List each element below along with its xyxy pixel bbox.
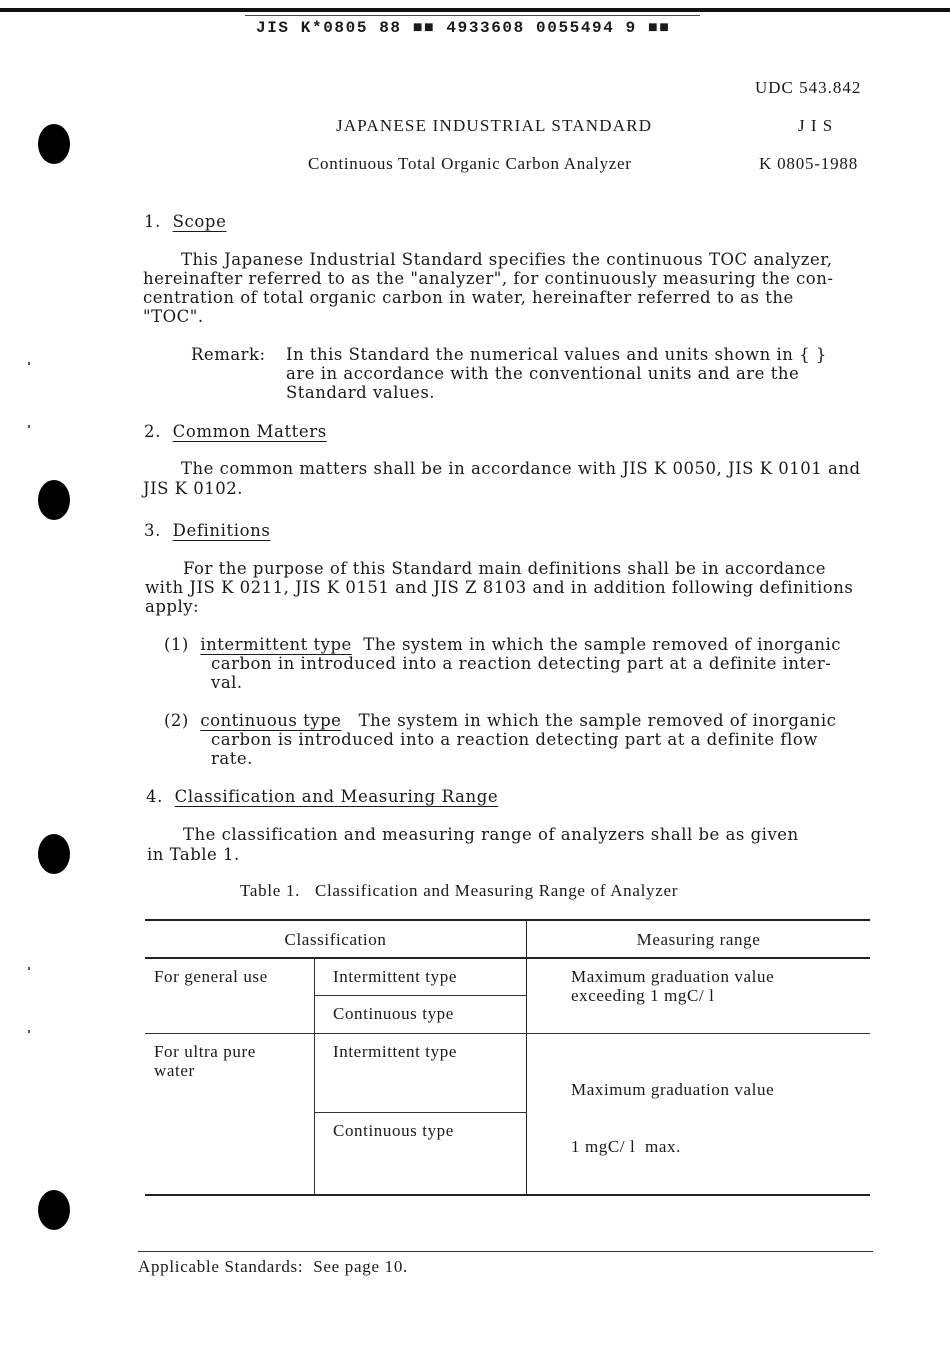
classification-table: [145, 919, 870, 1196]
table-row: [145, 958, 870, 995]
applicable-standards-note: Applicable Standards: See page 10.: [138, 1257, 408, 1276]
paragraph-line: JIS K 0102.: [143, 479, 243, 498]
definition-item: [164, 635, 841, 654]
item-number: (2): [164, 711, 189, 730]
section-title: Scope: [172, 212, 227, 231]
definition-text: The system in which the sample removed of inorganic: [358, 711, 837, 730]
header-classification: Classification: [145, 920, 527, 958]
header-rule: [245, 15, 700, 16]
scan-speck: [28, 1030, 30, 1033]
document-title: Continuous Total Organic Carbon Analyzer: [308, 154, 632, 173]
range-line: 1 mgC/ l max.: [571, 1136, 681, 1156]
section-title: Classification and Measuring Range: [174, 787, 499, 806]
use-line: water: [154, 1060, 195, 1080]
section-common-heading: [144, 422, 327, 441]
section-number: 4.: [146, 787, 163, 806]
range-line: Maximum graduation value: [571, 1079, 775, 1099]
section-scope-heading: [144, 212, 226, 231]
paragraph-line: The common matters shall be in accordance with JIS K 0050, JIS K 0101 and: [181, 459, 861, 478]
paragraph-line: "TOC".: [143, 307, 204, 326]
section-title: Common Matters: [172, 422, 327, 441]
paragraph-line: centration of total organic carbon in water, hereinafter referred to as the: [143, 288, 794, 307]
paragraph-line: in Table 1.: [147, 845, 240, 864]
standard-number: K 0805-1988: [759, 154, 858, 173]
use-cell: [145, 1033, 315, 1195]
range-line: Maximum graduation value: [571, 967, 775, 986]
standard-type: JAPANESE INDUSTRIAL STANDARD: [336, 116, 653, 135]
scan-speck: [28, 967, 30, 970]
type-cell: Continuous type: [315, 1113, 527, 1195]
paragraph-line: For the purpose of this Standard main definitions shall be in accordance: [183, 559, 827, 578]
section-number: 3.: [144, 521, 161, 540]
section-number: 1.: [144, 212, 161, 231]
paragraph-line: This Japanese Industrial Standard specifies the continuous TOC analyzer,: [181, 250, 833, 269]
definition-item: [164, 711, 836, 730]
document-code-line: JIS K*0805 88 ■■ 4933608 0055494 9 ■■: [256, 19, 671, 37]
use-line: For ultra pure: [154, 1041, 256, 1061]
header-measuring-range: Measuring range: [636, 930, 761, 949]
definition-line: val.: [211, 673, 243, 692]
jis-label: J I S: [798, 116, 834, 135]
punch-hole: [38, 834, 70, 874]
section-number: 2.: [144, 422, 161, 441]
punch-hole: [38, 124, 70, 164]
remark-line: In this Standard the numerical values and units shown in { }: [286, 345, 827, 364]
definition-line: carbon in introduced into a reaction detecting part at a definite inter-: [211, 654, 832, 673]
type-cell: Intermittent type: [315, 958, 527, 995]
paragraph-line: hereinafter referred to as the "analyzer", for continuously measuring the con-: [143, 269, 834, 288]
range-cell: [527, 958, 871, 1033]
scan-speck: [28, 425, 30, 428]
table-row: [145, 1033, 870, 1113]
item-number: (1): [164, 635, 189, 654]
type-cell: Intermittent type: [315, 1033, 527, 1113]
section-title: Definitions: [172, 521, 271, 540]
scan-top-border: [0, 8, 950, 12]
remark-label: Remark:: [191, 345, 266, 364]
use-cell: For general use: [145, 958, 315, 1033]
punch-hole: [38, 1190, 70, 1230]
type-cell: Continuous type: [315, 995, 527, 1033]
definition-line: rate.: [211, 749, 253, 768]
punch-hole: [38, 480, 70, 520]
paragraph-line: with JIS K 0211, JIS K 0151 and JIS Z 8103 and in addition following definitions: [145, 578, 854, 597]
remark-line: are in accordance with the conventional units and are the: [286, 364, 800, 383]
definition-term: intermittent type: [200, 635, 352, 654]
scan-speck: [28, 362, 30, 365]
range-line: exceeding 1 mgC/ l: [571, 986, 715, 1005]
paragraph-line: The classification and measuring range of analyzers shall be as given: [183, 825, 799, 844]
range-cell: [527, 1033, 871, 1195]
paragraph-line: apply:: [145, 597, 200, 616]
definition-term: continuous type: [200, 711, 342, 730]
section-definitions-heading: [144, 521, 270, 540]
section-classification-heading: [146, 787, 498, 806]
table-header-row: [145, 920, 870, 958]
footer-rule: [138, 1251, 873, 1252]
remark-line: Standard values.: [286, 383, 436, 402]
udc-number: UDC 543.842: [755, 78, 862, 97]
table-caption: Table 1. Classification and Measuring Range of Analyzer: [240, 881, 679, 900]
definition-line: carbon is introduced into a reaction detecting part at a definite flow: [211, 730, 818, 749]
definition-text: The system in which the sample removed of inorganic: [363, 635, 842, 654]
